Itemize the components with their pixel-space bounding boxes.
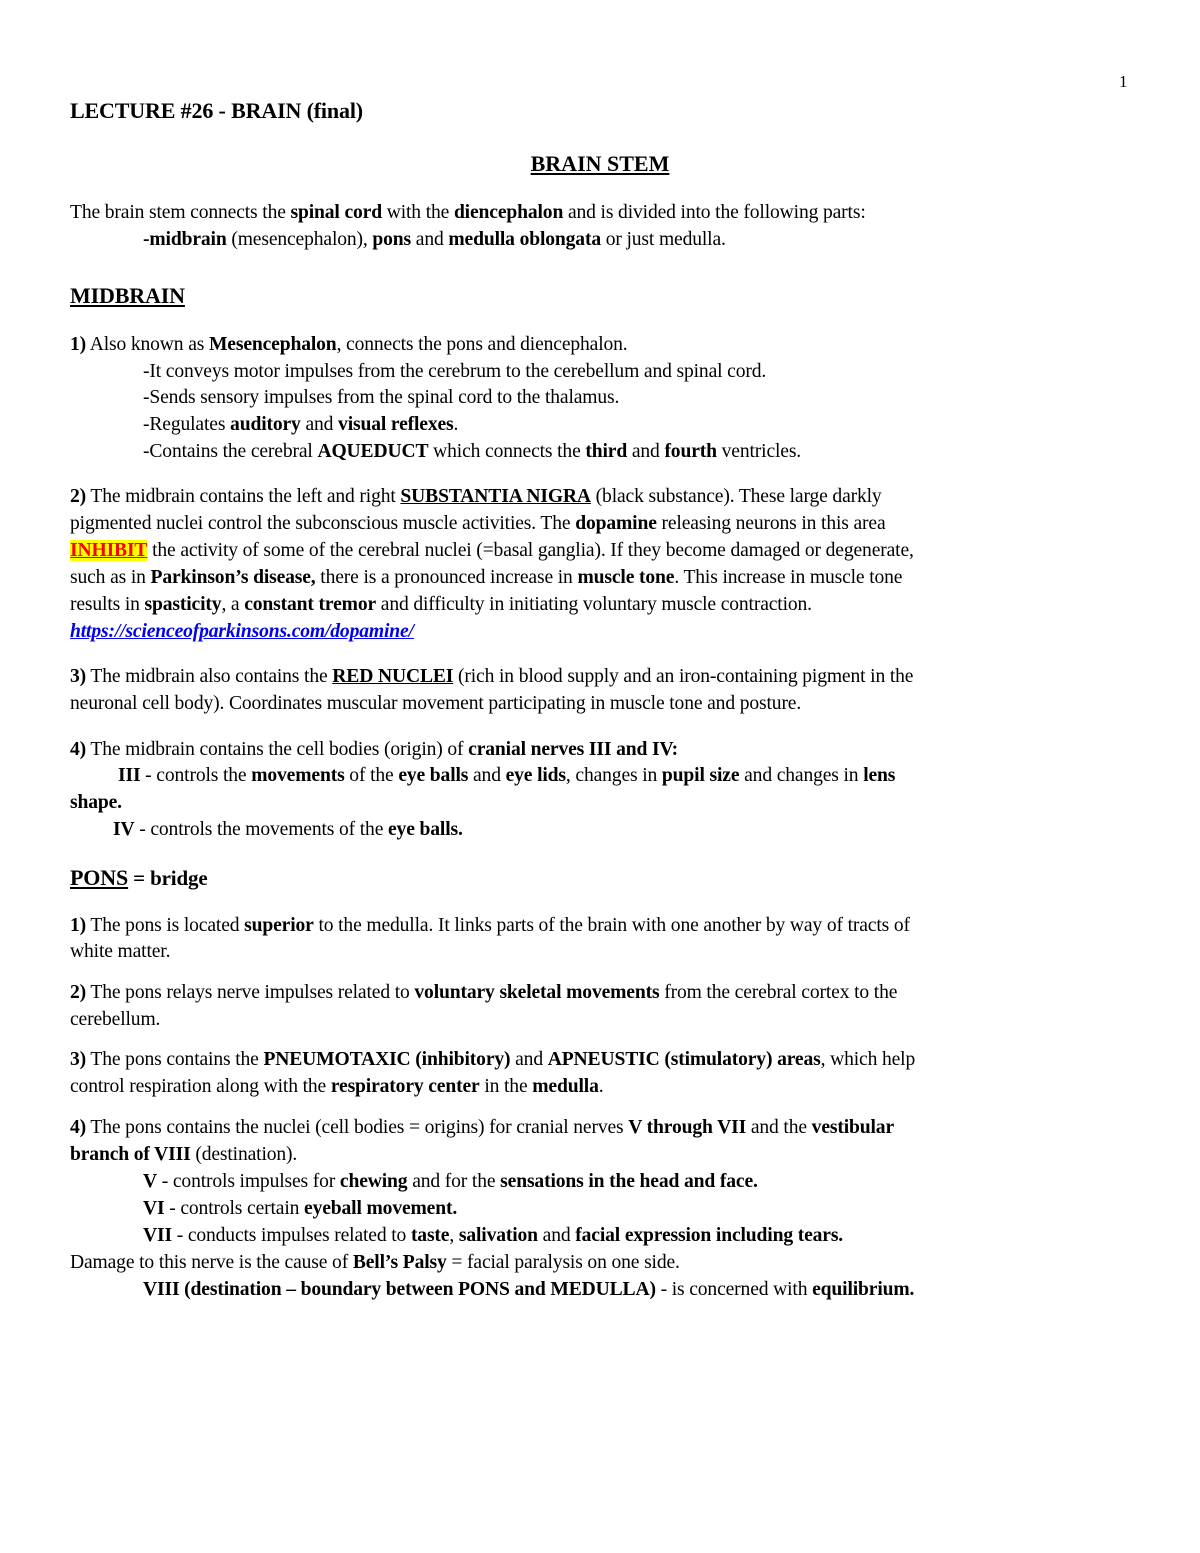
midbrain-p4-line1: 4) The midbrain contains the cell bodies (origin) of cranial nerves III and IV:	[70, 739, 679, 760]
dopamine-link[interactable]: https://scienceofparkinsons.com/dopamine/	[70, 621, 414, 642]
midbrain-p1-line3: -Sends sensory impulses from the spinal cord to the thalamus.	[143, 387, 620, 408]
midbrain-p2-line2: pigmented nuclei control the subconscious muscle activities. The dopamine releasing neurons in this area	[70, 513, 886, 534]
pons-p4-line5: VII - conducts impulses related to taste, salivation and facial expression including tears.	[143, 1225, 844, 1246]
midbrain-p4-line4: IV - controls the movements of the eye balls.	[113, 819, 463, 840]
heading-midbrain: MIDBRAIN	[70, 283, 185, 308]
pons-p4-line3: V - controls impulses for chewing and for the sensations in the head and face.	[143, 1171, 758, 1192]
pons-p4-line1: 4) The pons contains the nuclei (cell bodies = origins) for cranial nerves V through VII and the vestibular	[70, 1117, 894, 1138]
pons-p4-line4: VI - controls certain eyeball movement.	[143, 1198, 458, 1219]
brain-stem-intro-line: The brain stem connects the spinal cord with the diencephalon and is divided into the following parts:	[70, 202, 866, 223]
midbrain-p2-line5: results in spasticity, a constant tremor and difficulty in initiating voluntary muscle contraction.	[70, 594, 812, 615]
midbrain-p4-line3: shape.	[70, 792, 122, 813]
pons-p4-line2: branch of VIII (destination).	[70, 1144, 298, 1165]
pons-p3-line1: 3) The pons contains the PNEUMOTAXIC (inhibitory) and APNEUSTIC (stimulatory) areas, which help	[70, 1049, 916, 1070]
midbrain-p4-line2: III - controls the movements of the eye balls and eye lids, changes in pupil size and changes in lens	[118, 765, 896, 786]
midbrain-p1-line5: -Contains the cerebral AQUEDUCT which connects the third and fourth ventricles.	[143, 441, 802, 462]
midbrain-p2-link-line	[70, 618, 414, 645]
pons-p1-line1: 1) The pons is located superior to the medulla. It links parts of the brain with one another by way of tracts of	[70, 915, 910, 936]
pons-p2-line1: 2) The pons relays nerve impulses related to voluntary skeletal movements from the cerebral cortex to the	[70, 982, 898, 1003]
pons-p4-line6: Damage to this nerve is the cause of Bell’s Palsy = facial paralysis on one side.	[70, 1252, 680, 1273]
midbrain-p2-line4: such as in Parkinson’s disease, there is a pronounced increase in muscle tone. This increase in muscle tone	[70, 567, 903, 588]
midbrain-p3-line1: 3) The midbrain also contains the RED NUCLEI (rich in blood supply and an iron-containing pigment in the	[70, 666, 914, 687]
midbrain-p2-line1: 2) The midbrain contains the left and right SUBSTANTIA NIGRA (black substance). These large darkly	[70, 486, 882, 507]
page-number: 1	[1119, 72, 1128, 91]
heading-pons: PONS = bridge	[70, 865, 208, 890]
midbrain-p1-line1: 1) Also known as Mesencephalon, connects the pons and diencephalon.	[70, 334, 628, 355]
brain-stem-parts-line: -midbrain (mesencephalon), pons and medulla oblongata or just medulla.	[143, 229, 726, 250]
midbrain-p2-line3: INHIBIT the activity of some of the cerebral nuclei (=basal ganglia). If they become damaged or degenerate,	[70, 540, 914, 561]
heading-brain-stem: BRAIN STEM	[530, 151, 670, 176]
inhibit-highlight: INHIBIT	[70, 540, 148, 561]
pons-p1-line2: white matter.	[70, 941, 171, 962]
pons-p2-line2: cerebellum.	[70, 1009, 161, 1030]
pons-p4-line7: VIII (destination – boundary between PONS and MEDULLA) - is concerned with equilibrium.	[143, 1279, 915, 1300]
pons-p3-line2: control respiration along with the respiratory center in the medulla.	[70, 1076, 604, 1097]
midbrain-p1-line4: -Regulates auditory and visual reflexes.	[143, 414, 459, 435]
page-title: LECTURE #26 - BRAIN (final)	[70, 98, 363, 123]
midbrain-p3-line2: neuronal cell body). Coordinates muscular movement participating in muscle tone and posture.	[70, 693, 802, 714]
midbrain-p1-line2: -It conveys motor impulses from the cerebrum to the cerebellum and spinal cord.	[143, 361, 767, 382]
